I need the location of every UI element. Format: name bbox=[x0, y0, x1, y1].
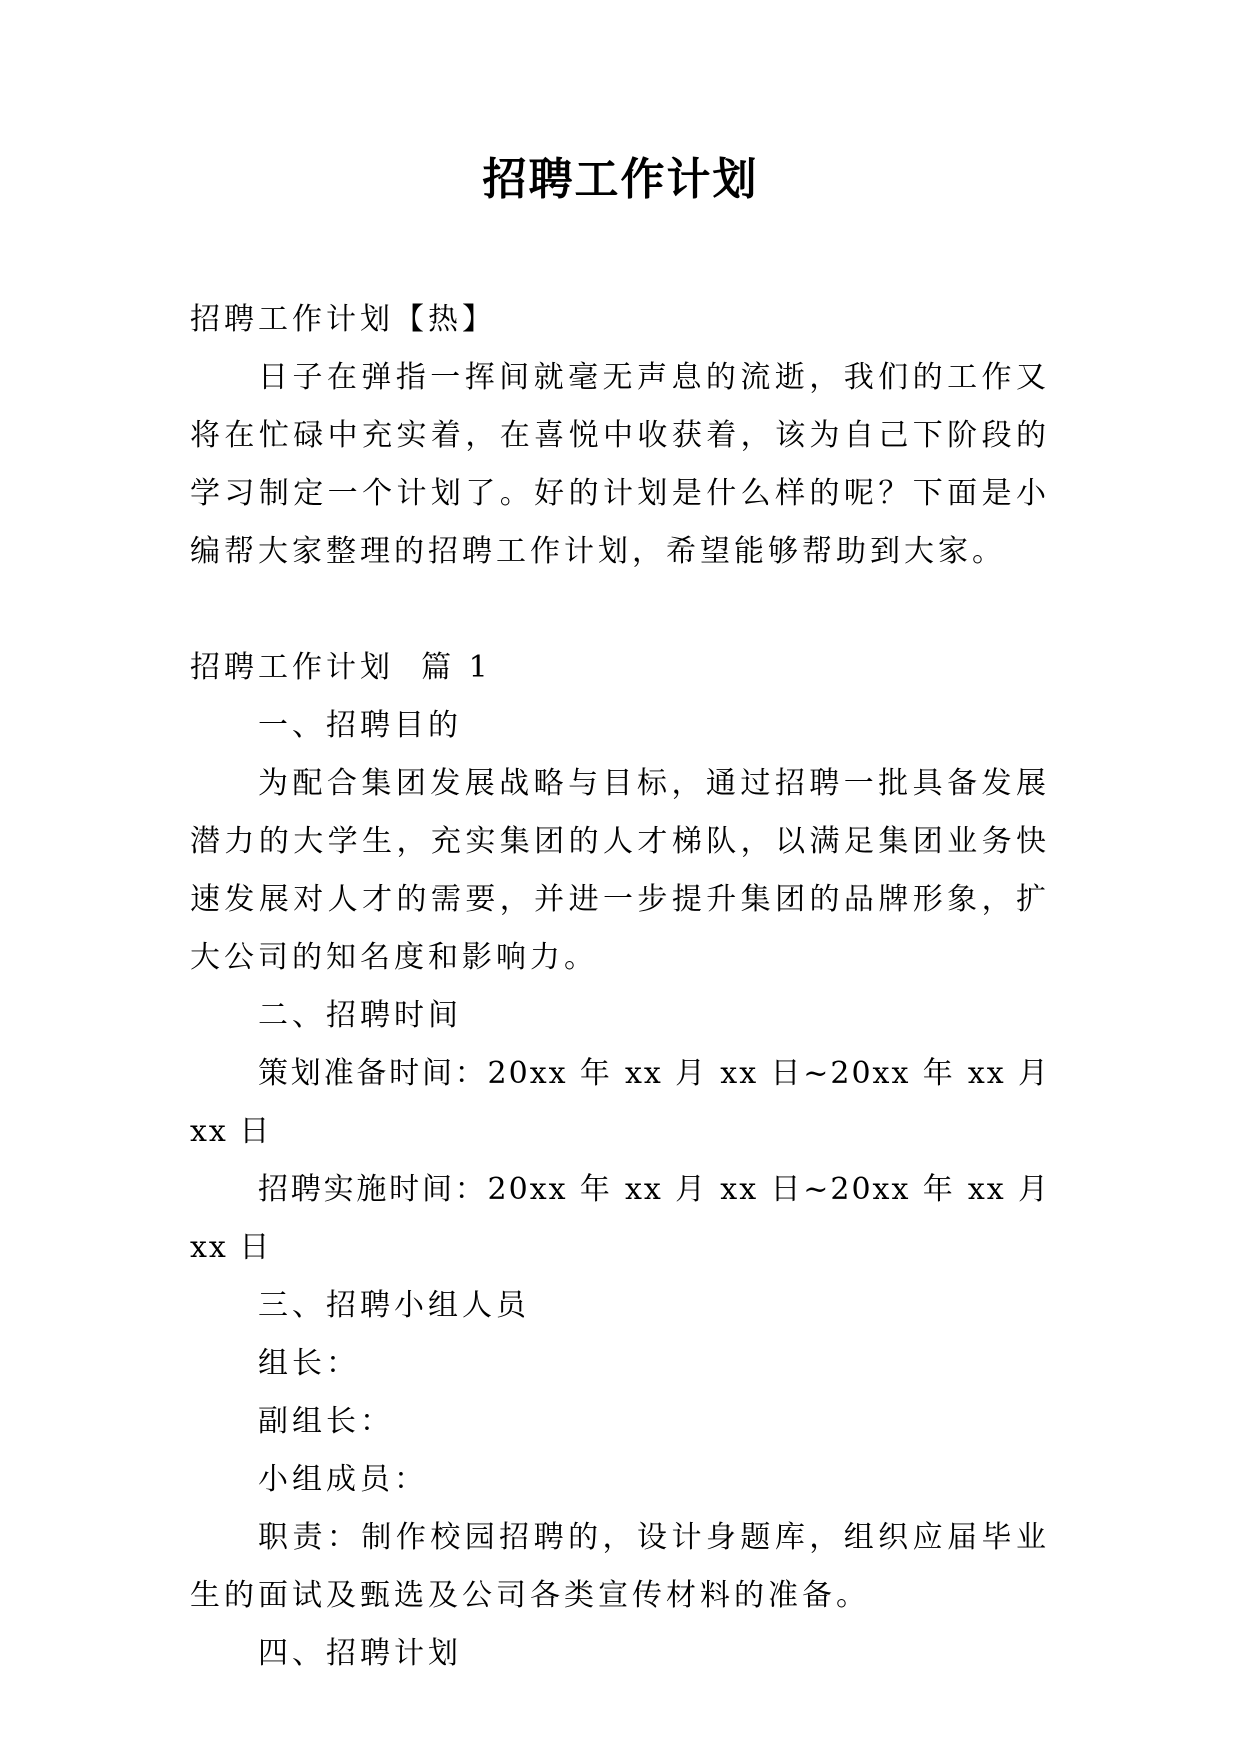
document-body bbox=[190, 291, 1050, 1683]
section-heading-time: 二、招聘时间 bbox=[258, 998, 462, 1033]
section-heading-team: 三、招聘小组人员 bbox=[258, 1288, 530, 1323]
chapter-heading: 招聘工作计划 篇 1 bbox=[190, 650, 492, 685]
deputy-leader-line: 副组长： bbox=[258, 1404, 394, 1439]
intro-paragraph: 日子在弹指一挥间就毫无声息的流逝，我们的工作又将在忙碌中充实着，在喜悦中收获着，该为自己下阶段的学习制定一个计划了。好的计划是什么样的呢？下面是小编帮大家整理的招聘工作计划，希望能够帮助到大家。 bbox=[190, 360, 1050, 569]
paragraph-gap bbox=[190, 581, 1050, 639]
plan-time-line: 策划准备时间：20xx 年 xx 月 xx 日~20xx 年 xx 月 xx 日 bbox=[190, 1056, 1050, 1149]
document-subtitle: 招聘工作计划【热】 bbox=[190, 302, 496, 337]
team-leader-line: 组长： bbox=[258, 1346, 360, 1381]
team-members-line: 小组成员： bbox=[258, 1462, 428, 1497]
document-title: 招聘工作计划 bbox=[482, 154, 759, 205]
section-heading-plan: 四、招聘计划 bbox=[258, 1636, 462, 1671]
section-heading-purpose: 一、招聘目的 bbox=[258, 708, 462, 743]
duties-paragraph: 职责：制作校园招聘的，设计身题库，组织应届毕业生的面试及甄选及公司各类宣传材料的准备。 bbox=[190, 1520, 1050, 1613]
implementation-time-line: 招聘实施时间：20xx 年 xx 月 xx 日~20xx 年 xx 月 xx 日 bbox=[190, 1172, 1050, 1265]
purpose-paragraph: 为配合集团发展战略与目标，通过招聘一批具备发展潜力的大学生，充实集团的人才梯队，以满足集团业务快速发展对人才的需要，并进一步提升集团的品牌形象，扩大公司的知名度和影响力。 bbox=[190, 766, 1050, 975]
